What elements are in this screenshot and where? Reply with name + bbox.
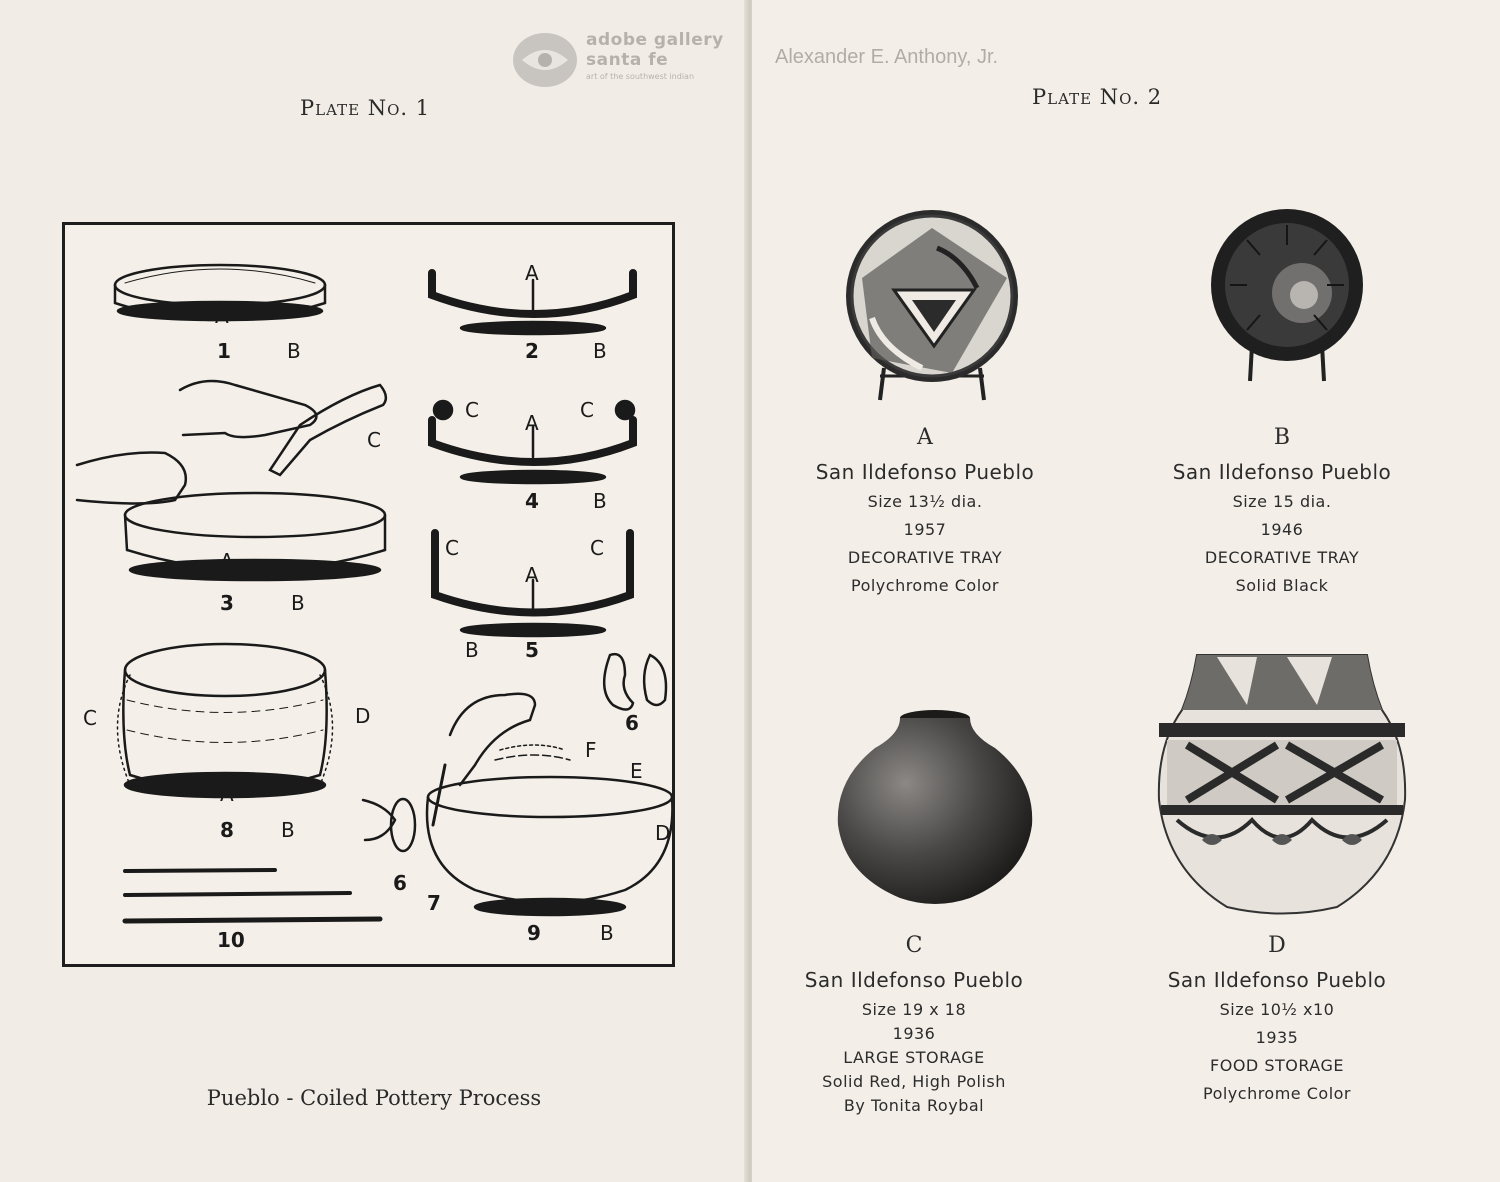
step-6-scraper-drawing: [604, 654, 666, 735]
item-c-size: Size 19 x 18: [861, 1000, 967, 1019]
author-name: Alexander E. Anthony, Jr.: [775, 46, 999, 68]
plate-1-caption: Pueblo - Coiled Pottery Process: [206, 1086, 542, 1110]
coiled-pottery-diagram: [62, 222, 675, 967]
svg-text:C: C: [83, 706, 97, 730]
svg-text:C: C: [367, 428, 381, 452]
svg-text:C: C: [590, 536, 604, 560]
step-2-number: 2: [525, 339, 539, 363]
item-b-size: Size 15 dia.: [1232, 492, 1332, 511]
item-b-letter: B: [1273, 425, 1291, 450]
svg-text:D: D: [355, 704, 371, 728]
step-3-number: 3: [220, 591, 234, 615]
item-d-color: Polychrome Color: [1202, 1084, 1352, 1103]
step-8-number: 8: [220, 818, 234, 842]
label-b: B: [287, 339, 301, 363]
item-c-finish: Solid Red, High Polish: [822, 1072, 1006, 1091]
item-d-size: Size 10½ x10: [1219, 1000, 1335, 1019]
svg-text:A: A: [525, 261, 539, 285]
svg-text:A: A: [220, 782, 234, 806]
step-5-number: 5: [525, 638, 539, 662]
item-d-type: FOOD STORAGE: [1210, 1056, 1344, 1075]
svg-text:B: B: [593, 339, 607, 363]
item-d-details: [1107, 933, 1447, 1112]
item-a-details: [755, 425, 1095, 604]
item-c-details: [744, 933, 1084, 1120]
svg-text:A: A: [525, 563, 539, 587]
tray-a-photo: [832, 208, 1032, 408]
svg-text:A: A: [525, 411, 539, 435]
item-b-year: 1946: [1260, 520, 1304, 539]
svg-text:C: C: [445, 536, 459, 560]
watermark-line-1: adobe gallery: [586, 30, 724, 50]
item-b-details: [1112, 425, 1452, 604]
step-10-tools-drawing: [125, 870, 380, 952]
item-a-size: Size 13½ dia.: [867, 492, 983, 511]
right-page: [752, 0, 1500, 1182]
item-b-type: DECORATIVE TRAY: [1204, 548, 1360, 567]
step-6b-number: 6: [393, 871, 407, 895]
item-a-type: DECORATIVE TRAY: [847, 548, 1003, 567]
step-7-number: 7: [427, 891, 441, 915]
step-3-drawing: [77, 381, 386, 615]
svg-text:D: D: [655, 821, 671, 845]
item-b-color: Solid Black: [1235, 576, 1329, 595]
item-c-letter: C: [905, 933, 923, 958]
svg-text:E: E: [630, 759, 643, 783]
step-10-number: 10: [217, 928, 245, 952]
item-a-color: Polychrome Color: [850, 576, 1000, 595]
item-c-maker: By Tonita Roybal: [843, 1096, 985, 1115]
pottery-process-illustration: [65, 225, 672, 964]
item-c-type: LARGE STORAGE: [843, 1048, 985, 1067]
item-d-year: 1935: [1255, 1028, 1299, 1047]
tray-b-photo: [1192, 205, 1382, 385]
svg-text:B: B: [600, 921, 614, 945]
step-8-drawing: [83, 644, 370, 842]
plate-2-title: Plate No. 2: [1032, 85, 1163, 109]
step-4-drawing: [432, 398, 634, 513]
adobe-gallery-logo-icon: [510, 30, 580, 90]
svg-text:C: C: [465, 398, 479, 422]
svg-text:B: B: [465, 638, 479, 662]
step-1-drawing: [115, 265, 325, 363]
watermark-line-2: santa fe: [586, 50, 669, 70]
watermark-line-3: art of the southwest indian: [586, 72, 695, 81]
item-b-pueblo: San Ildefonso Pueblo: [1172, 460, 1392, 484]
svg-text:C: C: [580, 398, 594, 422]
jar-c-photo: [830, 700, 1040, 910]
step-1-number: 1: [217, 339, 231, 363]
plate-1-title: Plate No. 1: [300, 96, 431, 120]
item-d-pueblo: San Ildefonso Pueblo: [1167, 968, 1387, 992]
adobe-gallery-watermark: [510, 30, 740, 90]
step-4-number: 4: [525, 489, 539, 513]
label-a: A: [215, 304, 229, 328]
step-9-number: 9: [527, 921, 541, 945]
item-a-pueblo: San Ildefonso Pueblo: [815, 460, 1035, 484]
item-c-pueblo: San Ildefonso Pueblo: [804, 968, 1024, 992]
item-a-letter: A: [917, 425, 933, 450]
svg-text:F: F: [585, 738, 597, 762]
item-a-year: 1957: [903, 520, 947, 539]
svg-text:B: B: [593, 489, 607, 513]
svg-text:A: A: [220, 549, 234, 573]
jar-d-photo: [1157, 645, 1407, 917]
item-d-letter: D: [1268, 933, 1286, 958]
svg-text:B: B: [291, 591, 305, 615]
left-page: [0, 0, 748, 1182]
step-5-drawing: [435, 533, 630, 662]
item-c-year: 1936: [892, 1024, 936, 1043]
svg-text:B: B: [281, 818, 295, 842]
step-6-number: 6: [625, 711, 639, 735]
step-2-drawing: [432, 261, 633, 363]
